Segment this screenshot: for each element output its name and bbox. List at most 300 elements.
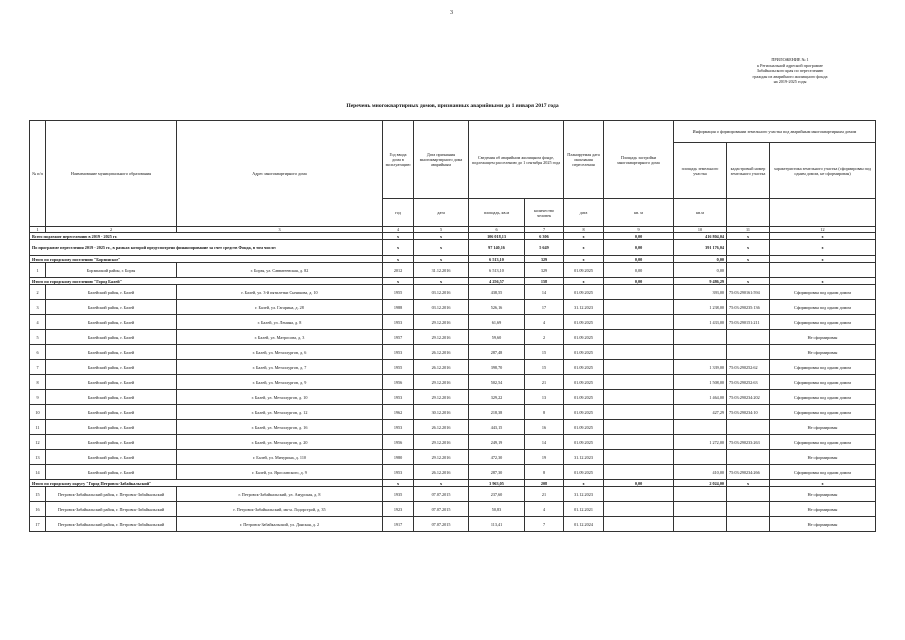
address-cell: г. Балей, ул. Матросова, д. 3 <box>177 330 383 345</box>
header-building-area: Площадь застройки многоквартирного дома <box>604 121 674 199</box>
year-built-cell: 1923 <box>383 502 414 517</box>
summary-area: 3 963,05 <box>469 480 525 487</box>
recognition-date-cell: 03.12.2016 <box>414 300 469 315</box>
building-area-cell <box>604 450 674 465</box>
planned-date-cell: 01.09.2025 <box>564 435 604 450</box>
cadastral-cell: 75:03:290233:263 <box>727 435 770 450</box>
people-cell: 21 <box>525 487 564 502</box>
people-cell: 14 <box>525 285 564 300</box>
header-municipality: Наименование муниципального образования <box>46 121 177 227</box>
cadastral-cell: 75:03:290234:10 <box>727 405 770 420</box>
planned-date-cell: 01.09.2025 <box>564 330 604 345</box>
column-number: 11 <box>727 227 770 233</box>
people-cell: 8 <box>525 405 564 420</box>
appendix-line: к Региональной адресной программе <box>757 62 823 68</box>
people-cell: 15 <box>525 345 564 360</box>
summary-people: 158 <box>525 278 564 285</box>
table-row <box>30 420 876 435</box>
building-area-cell <box>604 435 674 450</box>
summary-label: Итого по городскому округу "Город Петровск-Забайкальский" <box>30 480 383 487</box>
recognition-date-cell: 26.12.2016 <box>414 345 469 360</box>
table-row <box>30 263 876 278</box>
year-built-cell: 1953 <box>383 465 414 480</box>
cadastral-cell: 75:03:290234:202 <box>727 390 770 405</box>
land-area-cell <box>674 330 727 345</box>
area-cell: 218,38 <box>469 405 525 420</box>
year-built-cell: 1953 <box>383 315 414 330</box>
land-area-cell <box>674 420 727 435</box>
people-cell: 14 <box>525 435 564 450</box>
area-cell: 59,60 <box>469 330 525 345</box>
summary-year: x <box>383 240 414 256</box>
table-row <box>30 405 876 420</box>
table-row <box>30 435 876 450</box>
address-cell: г. Петровск-Забайкальский, ул. Данская, д. 2 <box>177 517 383 532</box>
building-area-cell <box>604 405 674 420</box>
summary-year: x <box>383 278 414 285</box>
summary-year: x <box>383 256 414 263</box>
building-area-cell <box>604 375 674 390</box>
land-status-cell: Сформирован под одним домом <box>770 465 876 480</box>
summary-planned-date: x <box>564 240 604 256</box>
land-area-cell <box>674 450 727 465</box>
municipality-cell: Балейский район, г. Балей <box>46 420 177 435</box>
appendix-line: Забайкальского края по переселению <box>756 68 824 74</box>
land-status-cell: Сформирован под одним домом <box>770 390 876 405</box>
land-status-cell: Сформирован под одним домом <box>770 285 876 300</box>
municipality-cell: Балейский район, г. Балей <box>46 315 177 330</box>
building-area-cell <box>604 420 674 435</box>
land-status-cell: Сформирован под одним домом <box>770 360 876 375</box>
unit-sqm: кв. м <box>604 199 674 227</box>
page-number-mark: 3 <box>450 10 453 16</box>
summary-date: x <box>414 480 469 487</box>
row-number: 14 <box>30 465 46 480</box>
people-cell: 2 <box>525 330 564 345</box>
building-area-cell <box>604 315 674 330</box>
summary-label: Итого по городскому поселению "Город Балей" <box>30 278 383 285</box>
land-status-cell: Сформирован под одним домом <box>770 405 876 420</box>
land-area-cell: 1 464,00 <box>674 390 727 405</box>
planned-date-cell: 01.09.2025 <box>564 375 604 390</box>
recognition-date-cell: 26.12.2016 <box>414 420 469 435</box>
year-built-cell: 1962 <box>383 405 414 420</box>
summary-planned-date: x <box>564 233 604 240</box>
column-number: 3 <box>177 227 383 233</box>
cadastral-cell <box>727 502 770 517</box>
area-cell: 287,48 <box>469 345 525 360</box>
cadastral-cell: 75:03:290252:62 <box>727 360 770 375</box>
recognition-date-cell: 26.12.2016 <box>414 465 469 480</box>
column-number: 4 <box>383 227 414 233</box>
summary-land-status: x <box>770 233 876 240</box>
land-area-cell: 1 238,00 <box>674 300 727 315</box>
address-cell: г. Балей, ул. Металлургов, д. 12 <box>177 405 383 420</box>
unit-empty <box>727 199 770 227</box>
housing-register-table <box>29 120 876 532</box>
row-number: 2 <box>30 285 46 300</box>
row-number: 11 <box>30 420 46 435</box>
summary-row <box>30 240 876 256</box>
summary-planned-date: x <box>564 278 604 285</box>
summary-row <box>30 480 876 487</box>
address-cell: г. Борзя, ул. Савватеевская, д. 82 <box>177 263 383 278</box>
header-land-area: площадь земельного участка <box>674 143 727 199</box>
cadastral-cell: 75:03:290252:63 <box>727 375 770 390</box>
municipality-cell: Балейский район, г. Балей <box>46 345 177 360</box>
summary-row <box>30 233 876 240</box>
building-area-cell <box>604 502 674 517</box>
building-area-cell <box>604 300 674 315</box>
recognition-date-cell: 29.12.2016 <box>414 450 469 465</box>
recognition-date-cell: 30.12.2016 <box>414 405 469 420</box>
table-row <box>30 300 876 315</box>
land-area-cell: 410,00 <box>674 465 727 480</box>
land-status-cell: Сформирован под одним домом <box>770 435 876 450</box>
planned-date-cell: 31.12.2023 <box>564 450 604 465</box>
year-built-cell: 1957 <box>383 330 414 345</box>
header-address: Адрес многоквартирного дома <box>177 121 383 227</box>
municipality-cell: Балейский район, г. Балей <box>46 435 177 450</box>
municipality-cell: Петровск-Забайкальский район, г. Петровск-Забайкальский <box>46 487 177 502</box>
table-row <box>30 502 876 517</box>
table-row <box>30 450 876 465</box>
address-cell: г. Балей, ул. Гагарина, д. 28 <box>177 300 383 315</box>
summary-people: 208 <box>525 480 564 487</box>
header-year-built: Год ввода дома в эксплуатацию <box>383 121 414 199</box>
people-cell: 7 <box>525 517 564 532</box>
row-number: 1 <box>30 263 46 278</box>
land-area-cell <box>674 345 727 360</box>
summary-date: x <box>414 233 469 240</box>
recognition-date-cell: 31.12.2016 <box>414 263 469 278</box>
municipality-cell: Балейский район, г. Балей <box>46 330 177 345</box>
area-cell: 6 513,10 <box>469 263 525 278</box>
header-recognition-date: Дата признания многоквартирного дома аварийным <box>414 121 469 199</box>
year-built-cell: 1980 <box>383 450 414 465</box>
land-area-cell: 0,00 <box>674 263 727 278</box>
recognition-date-cell: 29.12.2016 <box>414 435 469 450</box>
table-row <box>30 390 876 405</box>
document-title: Перечень многоквартирных домов, признанных аварийными до 1 января 2017 года <box>346 103 559 109</box>
unit-area: площадь, кв.м <box>469 199 525 227</box>
summary-land-area: 0,00 <box>674 256 727 263</box>
appendix-line: граждан из аварийного жилищного фонда <box>752 73 828 79</box>
planned-date-cell: 01.09.2025 <box>564 465 604 480</box>
address-cell: г. Балей, ул. Мичурина, д. 110 <box>177 450 383 465</box>
row-number: 15 <box>30 487 46 502</box>
land-status-cell <box>770 263 876 278</box>
summary-row <box>30 256 876 263</box>
row-number: 10 <box>30 405 46 420</box>
land-area-cell <box>674 517 727 532</box>
summary-building-area: 0,00 <box>604 233 674 240</box>
table-row <box>30 345 876 360</box>
summary-people: 6 306 <box>525 233 564 240</box>
summary-cadastral: x <box>727 278 770 285</box>
summary-cadastral: x <box>727 480 770 487</box>
cadastral-cell <box>727 420 770 435</box>
land-status-cell: Не сформирован <box>770 345 876 360</box>
table-row <box>30 465 876 480</box>
recognition-date-cell: 29.12.2016 <box>414 375 469 390</box>
appendix-note <box>720 57 860 85</box>
municipality-cell: Балейский район, г. Балей <box>46 450 177 465</box>
summary-land-area: 9 486,29 <box>674 278 727 285</box>
column-number: 8 <box>564 227 604 233</box>
summary-year: x <box>383 233 414 240</box>
address-cell: г. Петровск-Забайкальский, мк-н. Лодорстрой, д. 35 <box>177 502 383 517</box>
planned-date-cell: 01.09.2025 <box>564 360 604 375</box>
planned-date-cell: 01.12.2024 <box>564 517 604 532</box>
summary-building-area: 0,00 <box>604 278 674 285</box>
address-cell: г. Балей, ул. Металлургов, д. 7 <box>177 360 383 375</box>
year-built-cell: 1953 <box>383 390 414 405</box>
planned-date-cell: 01.09.2025 <box>564 315 604 330</box>
municipality-cell: Балейский район, г. Балей <box>46 300 177 315</box>
table-row <box>30 517 876 532</box>
column-number: 7 <box>525 227 564 233</box>
column-number: 5 <box>414 227 469 233</box>
people-cell: 4 <box>525 502 564 517</box>
header-num: № п/п <box>30 121 46 227</box>
year-built-cell: 1956 <box>383 435 414 450</box>
row-number: 8 <box>30 375 46 390</box>
recognition-date-cell: 07.07.2015 <box>414 517 469 532</box>
summary-cadastral: x <box>727 256 770 263</box>
municipality-cell: Балейский район, г. Балей <box>46 465 177 480</box>
land-status-cell: Не сформирован <box>770 420 876 435</box>
people-cell: 15 <box>525 360 564 375</box>
year-built-cell: 1953 <box>383 420 414 435</box>
municipality-cell: Балейский район, г. Балей <box>46 390 177 405</box>
land-status-cell: Не сформирован <box>770 330 876 345</box>
land-area-cell: 1 272,00 <box>674 435 727 450</box>
people-cell: 13 <box>525 390 564 405</box>
appendix-line: на 2019-2025 годы <box>773 79 807 85</box>
summary-cadastral: x <box>727 233 770 240</box>
table-row <box>30 375 876 390</box>
year-built-cell: 1955 <box>383 360 414 375</box>
summary-area: 97 140,16 <box>469 240 525 256</box>
planned-date-cell: 31.12.2023 <box>564 487 604 502</box>
summary-people: 5 649 <box>525 240 564 256</box>
planned-date-cell: 01.09.2025 <box>564 390 604 405</box>
summary-label: Итого по городскому поселению "Борзинское" <box>30 256 383 263</box>
land-status-cell: Не сформирован <box>770 450 876 465</box>
address-cell: г. Балей, ул. Металлургов, д. 9 <box>177 375 383 390</box>
summary-planned-date: x <box>564 480 604 487</box>
planned-date-cell: 01.12.2021 <box>564 502 604 517</box>
address-cell: г. Балей, ул. Металлургов, д. 10 <box>177 390 383 405</box>
building-area-cell <box>604 285 674 300</box>
municipality-cell: Балейский район, г. Балей <box>46 360 177 375</box>
year-built-cell: 1935 <box>383 487 414 502</box>
area-cell: 237,60 <box>469 487 525 502</box>
address-cell: г. Балей, ул. Ярославского, д. 9 <box>177 465 383 480</box>
summary-land-status: x <box>770 240 876 256</box>
row-number: 12 <box>30 435 46 450</box>
summary-area: 106 018,13 <box>469 233 525 240</box>
summary-planned-date: x <box>564 256 604 263</box>
municipality-cell: Балейский район, г. Балей <box>46 285 177 300</box>
row-number: 7 <box>30 360 46 375</box>
summary-area: 4 256,57 <box>469 278 525 285</box>
row-number: 13 <box>30 450 46 465</box>
building-area-cell <box>604 487 674 502</box>
year-built-cell: 1956 <box>383 375 414 390</box>
recognition-date-cell: 26.12.2016 <box>414 360 469 375</box>
building-area-cell <box>604 360 674 375</box>
municipality-cell: Балейский район, г. Балей <box>46 375 177 390</box>
land-status-cell: Сформирован под одним домом <box>770 375 876 390</box>
building-area-cell <box>604 465 674 480</box>
area-cell: 329,22 <box>469 390 525 405</box>
summary-row <box>30 278 876 285</box>
address-cell: г. Балей, ул. Ленина, д. 8 <box>177 315 383 330</box>
unit-land-sqm: кв.м <box>674 199 727 227</box>
cadastral-cell <box>727 345 770 360</box>
land-area-cell: 1 339,00 <box>674 360 727 375</box>
building-area-cell <box>604 330 674 345</box>
building-area-cell <box>604 345 674 360</box>
planned-date-cell: 01.09.2025 <box>564 263 604 278</box>
building-area-cell <box>604 390 674 405</box>
row-number: 6 <box>30 345 46 360</box>
summary-cadastral: x <box>727 240 770 256</box>
cadastral-cell: 75:03:290151:211 <box>727 315 770 330</box>
recognition-date-cell: 07.07.2015 <box>414 487 469 502</box>
column-number: 12 <box>770 227 876 233</box>
recognition-date-cell: 29.12.2016 <box>414 390 469 405</box>
summary-land-area: 2 024,00 <box>674 480 727 487</box>
column-number: 9 <box>604 227 674 233</box>
year-built-cell: 1953 <box>383 345 414 360</box>
summary-label: По программе переселения 2019 - 2025 гг., в рамках которой предусмотрено финансирование за счет средств Фонда, в том числе: <box>30 240 383 256</box>
land-area-cell: 393,00 <box>674 285 727 300</box>
cadastral-cell <box>727 487 770 502</box>
row-number: 17 <box>30 517 46 532</box>
planned-date-cell: 01.09.2025 <box>564 405 604 420</box>
planned-date-cell: 31.12.2023 <box>564 300 604 315</box>
header-cadastral: кадастровый номер земельного участка <box>727 143 770 199</box>
unit-empty <box>770 199 876 227</box>
people-cell: 16 <box>525 420 564 435</box>
cadastral-cell <box>727 263 770 278</box>
table-row <box>30 315 876 330</box>
area-cell: 249,19 <box>469 435 525 450</box>
year-built-cell: 1955 <box>383 285 414 300</box>
row-number: 4 <box>30 315 46 330</box>
people-cell: 19 <box>525 450 564 465</box>
area-cell: 61,69 <box>469 315 525 330</box>
summary-date: x <box>414 240 469 256</box>
summary-label: Всего подлежит переселению в 2019 - 2025 гг. <box>30 233 383 240</box>
land-status-cell: Не сформирован <box>770 517 876 532</box>
summary-people: 329 <box>525 256 564 263</box>
municipality-cell: Балейский район, г. Балей <box>46 405 177 420</box>
land-area-cell: 1 433,00 <box>674 315 727 330</box>
summary-date: x <box>414 278 469 285</box>
unit-people: количество человек <box>525 199 564 227</box>
address-cell: г. Петровск-Забайкальский, ул. Амурская, д. 8 <box>177 487 383 502</box>
land-status-cell: Сформирован под одним домом <box>770 315 876 330</box>
header-residential-info: Сведения об аварийном жилищном фонде, подлежащем расселению до 1 сентября 2025 года <box>469 121 564 199</box>
recognition-date-cell: 29.12.2016 <box>414 330 469 345</box>
header-planned-date: Планируемая дата окончания переселения <box>564 121 604 199</box>
municipality-cell: Петровск-Забайкальский район, г. Петровск-Забайкальский <box>46 517 177 532</box>
row-number: 3 <box>30 300 46 315</box>
summary-year: x <box>383 480 414 487</box>
land-status-cell: Не сформирован <box>770 502 876 517</box>
area-cell: 438,55 <box>469 285 525 300</box>
land-status-cell: Сформирован под одним домом <box>770 300 876 315</box>
area-cell: 50,83 <box>469 502 525 517</box>
year-built-cell: 1988 <box>383 300 414 315</box>
recognition-date-cell: 07.07.2015 <box>414 502 469 517</box>
column-number: 10 <box>674 227 727 233</box>
area-cell: 472,30 <box>469 450 525 465</box>
summary-land-area: 391 176,04 <box>674 240 727 256</box>
unit-year: год <box>383 199 414 227</box>
address-cell: г. Балей, ул. Металлургов, д. 20 <box>177 435 383 450</box>
people-cell: 17 <box>525 300 564 315</box>
area-cell: 502,54 <box>469 375 525 390</box>
planned-date-cell: 01.09.2025 <box>564 345 604 360</box>
row-number: 9 <box>30 390 46 405</box>
area-cell: 526,16 <box>469 300 525 315</box>
cadastral-cell <box>727 330 770 345</box>
summary-building-area: 0,00 <box>604 480 674 487</box>
row-number: 5 <box>30 330 46 345</box>
summary-land-area: 416 804,04 <box>674 233 727 240</box>
area-cell: 113,41 <box>469 517 525 532</box>
people-cell: 21 <box>525 375 564 390</box>
address-cell: г. Балей, ул. Металлургов, д. 6 <box>177 345 383 360</box>
column-number: 2 <box>46 227 177 233</box>
people-cell: 4 <box>525 315 564 330</box>
land-area-cell: 427,29 <box>674 405 727 420</box>
table-row <box>30 285 876 300</box>
table-row <box>30 360 876 375</box>
column-number: 6 <box>469 227 525 233</box>
people-cell: 8 <box>525 465 564 480</box>
unit-date2: дата <box>564 199 604 227</box>
cadastral-cell <box>727 450 770 465</box>
people-cell: 329 <box>525 263 564 278</box>
column-number: 1 <box>30 227 46 233</box>
table-row <box>30 330 876 345</box>
summary-building-area: 0,00 <box>604 256 674 263</box>
cadastral-cell: 75:03:290235:136 <box>727 300 770 315</box>
address-cell: г. Балей, ул. 3-й пятилетки Сычикова, д. 10 <box>177 285 383 300</box>
land-area-cell: 1 508,00 <box>674 375 727 390</box>
area-cell: 443,15 <box>469 420 525 435</box>
row-number: 16 <box>30 502 46 517</box>
cadastral-cell: 75:03:290234:266 <box>727 465 770 480</box>
unit-date: дата <box>414 199 469 227</box>
municipality-cell: Петровск-Забайкальский район, г. Петровск-Забайкальский <box>46 502 177 517</box>
header-land-status: характеристика земельного участка (сформирован под одним домом, не сформирован) <box>770 143 876 199</box>
land-area-cell <box>674 502 727 517</box>
year-built-cell: 2012 <box>383 263 414 278</box>
summary-building-area: 0,00 <box>604 240 674 256</box>
summary-land-status: x <box>770 480 876 487</box>
recognition-date-cell: 03.12.2016 <box>414 285 469 300</box>
cadastral-cell: 75:03:290161:594 <box>727 285 770 300</box>
area-cell: 287,30 <box>469 465 525 480</box>
summary-area: 6 513,10 <box>469 256 525 263</box>
